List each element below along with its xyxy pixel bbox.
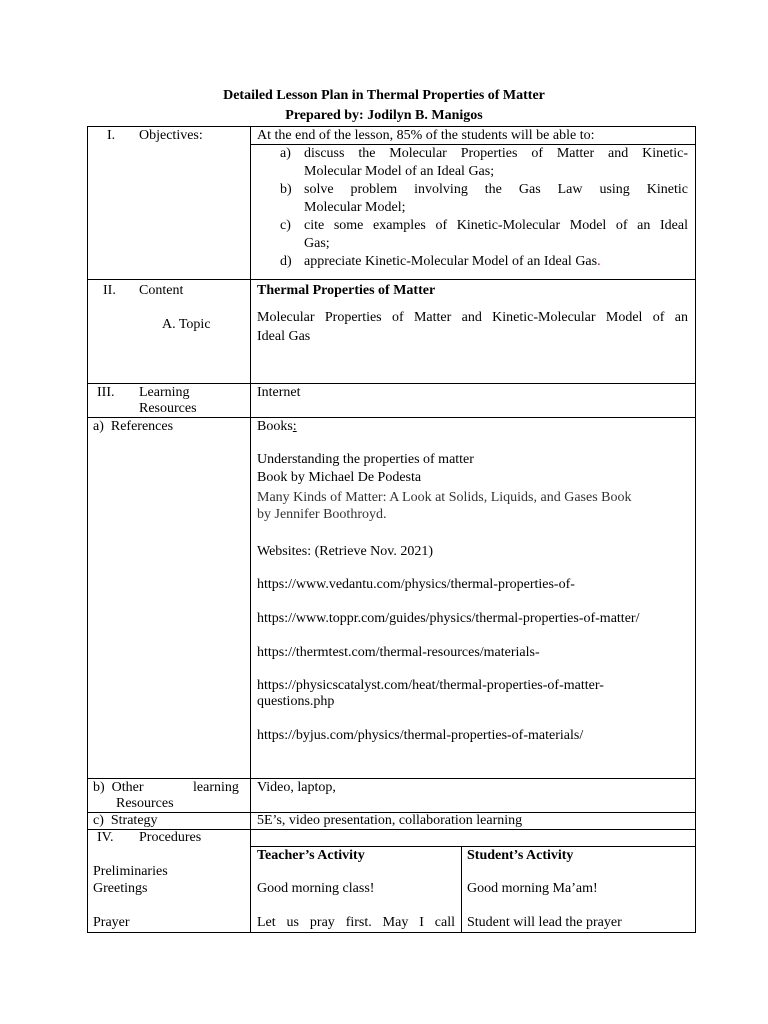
objective-letter: d) — [280, 254, 292, 269]
student-greeting: Good morning Ma’am! — [467, 881, 598, 896]
topic-text-line: Molecular Properties of Matter and Kinetic-Molecular Model of an — [257, 310, 688, 325]
document-title: Detailed Lesson Plan in Thermal Properties of Matter — [223, 88, 545, 103]
other-resources-value: Video, laptop, — [257, 780, 336, 795]
objective-letter: c) — [280, 218, 291, 233]
procedures-number: IV. — [97, 830, 114, 845]
objectives-intro: At the end of the lesson, 85% of the students will be able to: — [257, 128, 595, 143]
content-heading: Thermal Properties of Matter — [257, 283, 436, 298]
book-author: Book by Michael De Podesta — [257, 470, 422, 485]
content-label: Content — [139, 283, 184, 298]
other-resources-label: b) Other — [93, 780, 144, 795]
objective-item-line: Molecular Model; — [304, 200, 406, 215]
objective-end-period: . — [597, 254, 601, 269]
teacher-activity-header: Teacher’s Activity — [257, 848, 365, 863]
topic-label: A. Topic — [162, 317, 211, 332]
learning-resources-label: Learning — [139, 385, 190, 400]
book-title: Many Kinds of Matter: A Look at Solids, Liquids, and Gases Book — [257, 490, 632, 505]
teacher-greeting: Good morning class! — [257, 881, 375, 896]
book-title: Understanding the properties of matter — [257, 452, 474, 467]
objective-item-line: solve problem involving the Gas Law using Kinetic — [304, 182, 688, 197]
website-link[interactable]: https://physicscatalyst.com/heat/thermal-properties-of-matter- — [257, 678, 604, 693]
content-number: II. — [103, 283, 116, 298]
objective-item-line: appreciate Kinetic-Molecular Model of an Ideal Gas. — [304, 254, 601, 269]
books-label: Books: — [257, 419, 297, 434]
website-link-continued[interactable]: questions.php — [257, 694, 335, 709]
student-activity-header: Student’s Activity — [467, 848, 574, 863]
prayer-label: Prayer — [93, 915, 130, 930]
preliminaries-label: Preliminaries — [93, 864, 168, 879]
greetings-label: Greetings — [93, 881, 148, 896]
strategy-value: 5E’s, video presentation, collaboration learning — [257, 813, 523, 828]
learning-resources-value: Internet — [257, 385, 301, 400]
objective-item-line: cite some examples of Kinetic-Molecular Model of an Ideal — [304, 218, 688, 233]
row-line — [87, 778, 696, 779]
website-link[interactable]: https://www.toppr.com/guides/physics/thermal-properties-of-matter/ — [257, 611, 640, 626]
objectives-label: Objectives: — [139, 128, 203, 143]
objective-letter: a) — [280, 146, 291, 161]
objective-item-line: discuss the Molecular Properties of Matter and Kinetic- — [304, 146, 688, 161]
website-link[interactable]: https://thermtest.com/thermal-resources/materials- — [257, 645, 540, 660]
objective-letter: b) — [280, 182, 292, 197]
prepared-by: Prepared by: Jodilyn B. Manigos — [285, 108, 483, 123]
procedures-label: Procedures — [139, 830, 202, 845]
website-link[interactable]: https://byjus.com/physics/thermal-properties-of-materials/ — [257, 728, 584, 743]
book-author: by Jennifer Boothroyd. — [257, 507, 387, 522]
other-resources-label: Resources — [116, 796, 174, 811]
website-link[interactable]: https://www.vedantu.com/physics/thermal-properties-of- — [257, 577, 575, 592]
objective-item-line: Molecular Model of an Ideal Gas; — [304, 164, 495, 179]
objective-item-line: Gas; — [304, 236, 330, 251]
row-line — [87, 279, 696, 280]
objectives-number: I. — [107, 128, 116, 143]
topic-text-line: Ideal Gas — [257, 329, 311, 344]
strategy-label: c) Strategy — [93, 813, 158, 828]
procedures-divider — [461, 846, 462, 933]
learning-resources-label: Resources — [139, 401, 197, 416]
other-resources-label: learning — [193, 780, 239, 795]
websites-label: Websites: (Retrieve Nov. 2021) — [257, 544, 434, 559]
teacher-prayer: Let us pray first. May I call — [257, 915, 455, 930]
student-prayer: Student will lead the prayer — [467, 915, 622, 930]
references-label: a) References — [93, 419, 174, 434]
learning-resources-number: III. — [97, 385, 115, 400]
